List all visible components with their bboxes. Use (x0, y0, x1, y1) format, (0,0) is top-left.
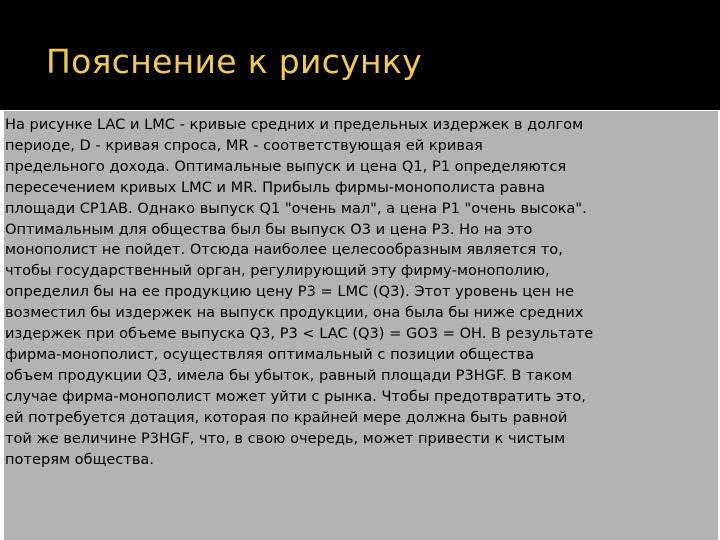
paragraph-line: монополист не пойдет. Отсюда наиболее целесообразным является то, (5, 241, 563, 259)
paragraph-line: чтобы государственный орган, регулирующий эту фирму-монополию, (5, 262, 550, 280)
paragraph-line: ей потребуется дотация, которая по крайней мере должна быть равной (5, 408, 568, 426)
explanation-paragraph (5, 115, 717, 470)
paragraph-line: возместил бы издержек на выпуск продукции, она была бы ниже средних (5, 304, 584, 322)
paragraph-line: потерям общества. (5, 450, 155, 468)
paragraph-line: объем продукции Q3, имела бы убыток, равный площади P3HGF. В таком (5, 366, 573, 384)
paragraph-line: определил бы на ее продукцию цену P3 = LMC (Q3). Этот уровень цен не (5, 283, 574, 301)
paragraph-line: предельного дохода. Оптимальные выпуск и цена Q1, P1 определяются (5, 157, 567, 175)
paragraph-line: периоде, D - кривая спроса, MR - соответствующая ей кривая (5, 136, 483, 154)
paragraph-line: На рисунке LAC и LMC - кривые средних и предельных издержек в долгом (5, 116, 584, 133)
paragraph-line: издержек при объеме выпуска Q3, P3 < LAC (Q3) = GO3 = OH. В результате (5, 325, 594, 343)
slide-content-area (4, 111, 718, 540)
paragraph-line: Оптимальным для общества был бы выпуск O3 и цена P3. Но на это (5, 220, 533, 238)
slide-title: Пояснение к рисунку (46, 42, 422, 81)
slide-title-bar (0, 0, 720, 110)
paragraph-line: фирма-монополист, осуществляя оптимальный с позиции общества (5, 345, 535, 363)
paragraph-line: случае фирма-монополист может уйти с рынка. Чтобы предотвратить это, (5, 387, 586, 405)
paragraph-line: той же величине P3HGF, что, в свою очередь, может привести к чистым (5, 429, 566, 447)
paragraph-line: площади CP1AB. Однако выпуск Q1 "очень мал", а цена P1 "очень высока". (5, 199, 587, 217)
paragraph-line: пересечением кривых LMC и MR. Прибыль фирмы-монополиста равна (5, 178, 546, 196)
